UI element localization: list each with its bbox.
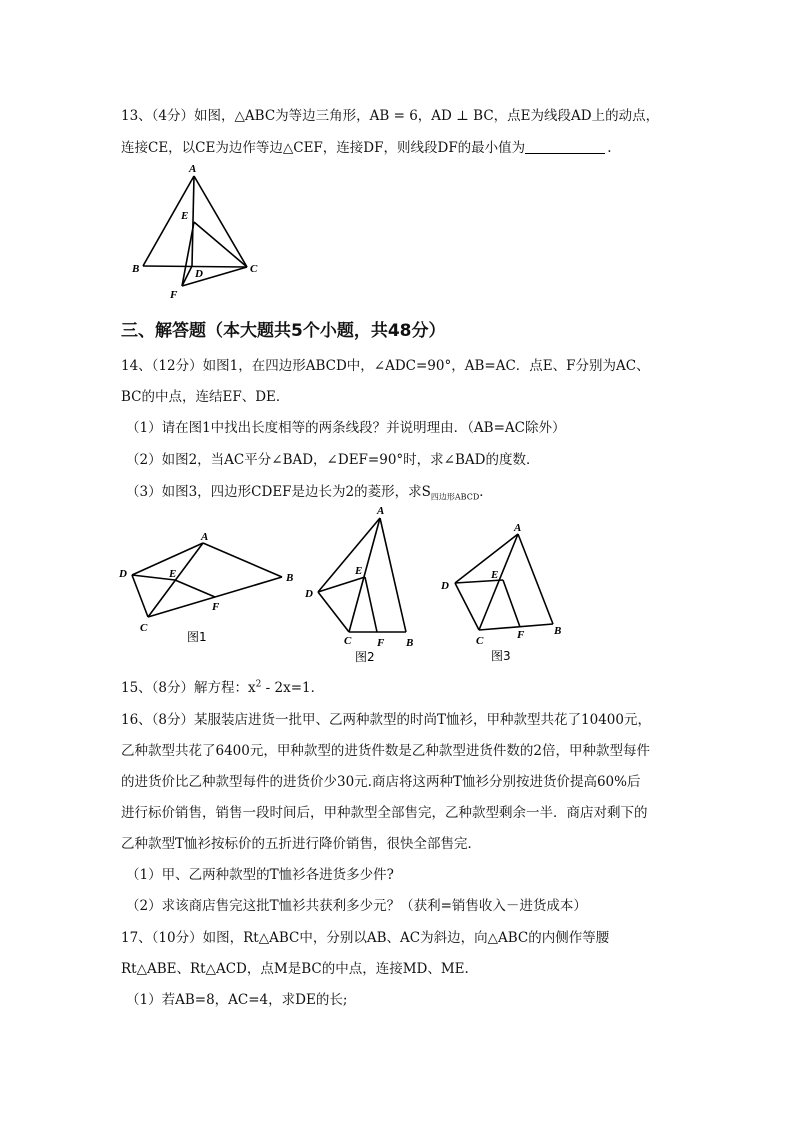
q17-line-2: Rt△ABE、Rt△ACD，点M是BC的中点，连接MD、ME. [121, 961, 469, 977]
q14-part-3-text: （3）如图3，四边形CDEF是边长为2的菱形，求S [126, 484, 431, 500]
fig3-label-B: B [554, 625, 562, 637]
q15-line [121, 676, 324, 696]
fig1-label-C: C [140, 622, 148, 634]
fig1-label-B: B [286, 572, 294, 584]
q17-line-1: 17、（10分）如图，Rt△ABC中，分别以AB、AC为斜边，向△ABC的内侧作等腰 [121, 930, 610, 946]
q16-line-1: 16、（8分）某服装店进货一批甲、乙两种款型的时尚T恤衫，甲种款型共花了10400元， [121, 712, 651, 728]
q17-part-1: （1）若AB=8，AC=4，求DE的长; [126, 992, 348, 1008]
label-B: B [132, 263, 140, 275]
q15-text: 15、（8分）解方程：x [121, 680, 256, 696]
q13-line-2-end: . [607, 140, 612, 156]
q16-line-3: 的进货价比乙种款型每件的进货价少30元.商店将这两种T恤衫分别按进货价提高60%后 [121, 774, 641, 790]
label-A: A [189, 163, 197, 175]
fig1-label-E: E [169, 568, 177, 580]
figure-2 [304, 505, 413, 664]
q16-line-2: 乙种款型共花了6400元，甲种款型的进货件数是乙种款型进货件数的2倍，甲种款型每件 [121, 743, 650, 759]
fig2-label-D: D [305, 588, 313, 600]
q14-part-2: （2）如图2，当AC平分∠BAD，∠DEF=90°时，求∠BAD的度数． [126, 452, 540, 468]
q16-line-5: 乙种款型T恤衫按标价的五折进行降价销售，很快全部售完． [121, 836, 482, 852]
label-F: F [170, 289, 178, 301]
q16-line-4: 进行标价销售，销售一段时间后，甲种款型全部售完，乙种款型剩余一半．商店对剩下的 [121, 805, 648, 821]
q16-part-2: （2）求该商店售完这批T恤衫共获利多少元？（获利=销售收入－进货成本） [126, 898, 587, 914]
fig2-label-C: C [344, 635, 352, 647]
label-E: E [181, 210, 189, 222]
fig2-label-B: B [406, 637, 414, 649]
q15-exponent: 2 [255, 679, 262, 690]
q13-line-2-text: 连接CE，以CE为边作等边△CEF，连接DF，则线段DF的最小值为 [121, 140, 526, 156]
fig3-label-C: C [476, 635, 484, 647]
fig3-caption: 图3 [491, 649, 511, 663]
fig1-label-F: F [212, 601, 220, 613]
q14-line-1: 14、（12分）如图1，在四边形ABCD中，∠ADC=90°，AB=AC．点E、F分别为AC、 [121, 358, 650, 374]
q14-part-1: （1）请在图1中找出长度相等的两条线段？并说明理由．（AB=AC除外） [126, 420, 566, 436]
fig3-label-E: E [491, 569, 499, 581]
fig1-label-A: A [201, 531, 209, 543]
figure-3 [440, 522, 561, 663]
fig3-label-A: A [514, 522, 522, 534]
section-heading: 三、解答题（本大题共5个小题，共48分） [121, 321, 446, 341]
fig3-label-D: D [441, 580, 449, 592]
q14-line-2: BC的中点，连结EF、DE． [121, 389, 290, 405]
label-C: C [250, 263, 258, 275]
fig3-label-F: F [517, 629, 525, 641]
label-D: D [195, 268, 203, 280]
q13-line-1: 13、（4分）如图，△ABC为等边三角形，AB = 6，AD ⊥ BC，点E为线段AD上的动点， [121, 108, 660, 124]
figure-1 [118, 531, 293, 644]
q16-part-1: （1）甲、乙两种款型的T恤衫各进货多少件? [126, 867, 394, 883]
q14-part-3-sub: 四边形ABCD [430, 492, 480, 502]
fig2-label-A: A [377, 505, 385, 517]
fig2-caption: 图2 [355, 650, 375, 664]
fig1-label-D: D [119, 568, 127, 580]
fig2-label-E: E [355, 565, 363, 577]
fig1-caption: 图1 [187, 630, 207, 644]
q15-text-end: - 2x=1． [261, 680, 325, 696]
fig2-label-F: F [377, 637, 385, 649]
q14-part-3-end: ． [479, 484, 493, 500]
